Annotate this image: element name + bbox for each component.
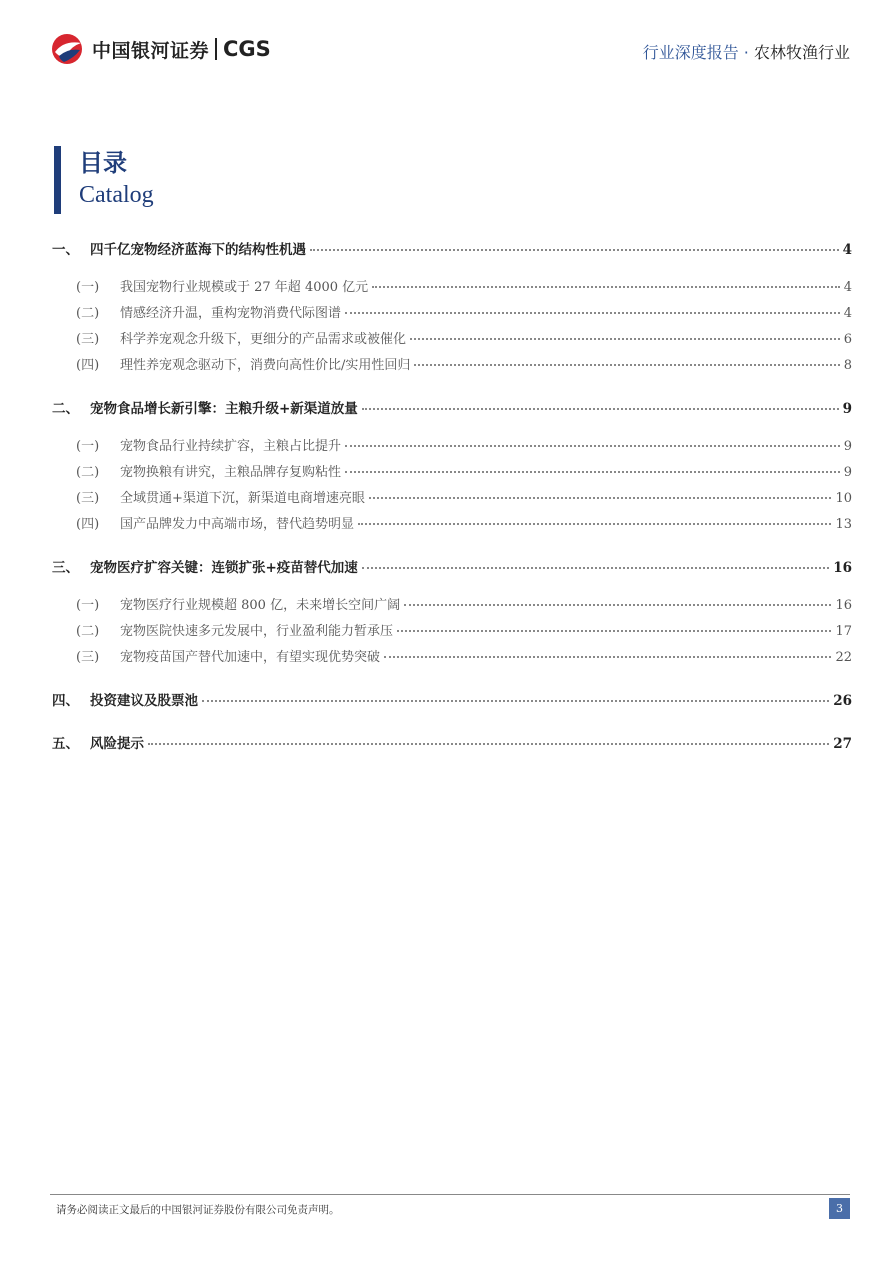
report-type-label <box>643 40 850 63</box>
toc-entry[interactable] <box>52 435 852 454</box>
toc-leader-dots <box>345 312 840 314</box>
toc-entry[interactable] <box>52 646 852 665</box>
toc-entry[interactable] <box>52 620 852 639</box>
toc-entry-number: (四) <box>76 358 100 373</box>
toc-entry-title: 宠物食品增长新引擎：主粮升级+新渠道放量 <box>90 401 358 417</box>
toc-entry[interactable] <box>52 328 852 347</box>
toc-leader-dots <box>202 700 829 702</box>
toc-leader-dots <box>345 471 840 473</box>
toc-entry-title: 理性养宠观念驱动下，消费向高性价比/实用性回归 <box>120 358 411 373</box>
logo-divider <box>215 38 217 60</box>
toc-entry-page: 4 <box>843 280 852 295</box>
toc-entry-number: (三) <box>76 650 100 665</box>
toc-entry-page: 4 <box>843 306 852 321</box>
toc-entry-number: 五、 <box>52 736 79 752</box>
toc-entry-page: 13 <box>835 517 852 532</box>
toc-entry-title: 情感经济升温，重构宠物消费代际图谱 <box>120 306 342 321</box>
toc-leader-dots <box>310 249 839 251</box>
toc-entry-page: 6 <box>843 332 852 347</box>
toc-entry-number: 二、 <box>52 401 79 417</box>
toc-entry-page: 27 <box>833 736 852 752</box>
toc-entry-page: 16 <box>835 598 852 613</box>
toc-entry[interactable] <box>52 556 852 576</box>
toc-entry-number: 三、 <box>52 560 79 576</box>
toc-entry[interactable] <box>52 461 852 480</box>
toc-leader-dots <box>397 630 831 632</box>
toc-entry[interactable] <box>52 238 852 258</box>
toc-entry-number: (四) <box>76 517 100 532</box>
toc-entry-number: (二) <box>76 465 100 480</box>
industry-name: 农林牧渔行业 <box>753 43 850 62</box>
toc-entry-title: 四千亿宠物经济蓝海下的结构性机遇 <box>90 242 306 258</box>
toc-entry-title: 风险提示 <box>90 736 144 752</box>
toc-entry-number: 一、 <box>52 242 79 258</box>
toc-entry-number: (二) <box>76 624 100 639</box>
header-separator: · <box>743 43 749 62</box>
footer-divider <box>50 1194 850 1195</box>
catalog-heading <box>54 146 154 214</box>
toc-entry[interactable] <box>52 732 852 752</box>
toc-entry[interactable] <box>52 689 852 709</box>
toc-entry-page: 22 <box>835 650 852 665</box>
toc-entry-page: 16 <box>833 560 852 576</box>
toc-entry-page: 9 <box>843 465 852 480</box>
toc-entry[interactable] <box>52 302 852 321</box>
report-type: 行业深度报告 <box>642 43 739 62</box>
footer-disclaimer: 请务必阅读正文最后的中国银河证券股份有限公司免责声明。 <box>56 1204 340 1216</box>
toc-leader-dots <box>414 364 839 366</box>
toc-entry[interactable] <box>52 276 852 295</box>
toc-leader-dots <box>410 338 840 340</box>
toc-entry-title: 科学养宠观念升级下，更细分的产品需求或被催化 <box>120 332 407 347</box>
logo-text-cn: 中国银河证券 <box>92 39 210 62</box>
toc-entry-page: 26 <box>833 693 852 709</box>
catalog-title-cn: 目录 <box>79 149 127 177</box>
toc-entry[interactable] <box>52 513 852 532</box>
toc-entry-number: (三) <box>76 491 100 506</box>
toc-entry-number: (一) <box>76 439 100 454</box>
logo-text-en: CGS <box>223 37 271 61</box>
cgs-logo <box>50 32 271 66</box>
toc-entry-title: 我国宠物行业规模或于 27 年超 4000 亿元 <box>120 280 369 295</box>
cgs-logo-icon <box>50 32 86 66</box>
page-number-badge: 3 <box>829 1198 850 1219</box>
toc-entry-page: 4 <box>842 242 852 258</box>
toc-leader-dots <box>148 743 829 745</box>
toc-entry-title: 国产品牌发力中高端市场，替代趋势明显 <box>120 517 355 532</box>
toc-leader-dots <box>362 408 839 410</box>
toc-entry-number: 四、 <box>52 693 79 709</box>
toc-entry-number: (一) <box>76 280 100 295</box>
toc-leader-dots <box>358 523 831 525</box>
toc-entry-page: 9 <box>842 401 852 417</box>
toc-leader-dots <box>362 567 829 569</box>
toc-entry[interactable] <box>52 594 852 613</box>
toc-leader-dots <box>384 656 831 658</box>
toc-entry-page: 10 <box>835 491 852 506</box>
toc-entry-title: 宠物医疗行业规模超 800 亿，未来增长空间广阔 <box>120 598 401 613</box>
toc-entry-title: 宠物换粮有讲究，主粮品牌存复购粘性 <box>120 465 342 480</box>
toc-entry-page: 9 <box>843 439 852 454</box>
toc-leader-dots <box>404 604 831 606</box>
toc-entry-title: 宠物疫苗国产替代加速中，有望实现优势突破 <box>120 650 381 665</box>
catalog-title-en: Catalog <box>79 182 154 208</box>
toc-entry-title: 宠物医院快速多元发展中，行业盈利能力暂承压 <box>120 624 394 639</box>
toc-entry-title: 宠物食品行业持续扩容，主粮占比提升 <box>120 439 342 454</box>
toc-entry-page: 17 <box>835 624 852 639</box>
toc-entry-title: 投资建议及股票池 <box>90 693 198 709</box>
toc-entry-number: (二) <box>76 306 100 321</box>
toc-leader-dots <box>369 497 832 499</box>
page-header <box>0 0 892 80</box>
toc-entry[interactable] <box>52 354 852 373</box>
toc-entry-title: 全域贯通+渠道下沉，新渠道电商增速亮眼 <box>120 491 365 506</box>
toc-entry[interactable] <box>52 487 852 506</box>
toc-entry-number: (三) <box>76 332 100 347</box>
toc-entry-title: 宠物医疗扩容关键：连锁扩张+疫苗替代加速 <box>90 560 358 576</box>
toc-entry-page: 8 <box>843 358 852 373</box>
toc-entry-number: (一) <box>76 598 100 613</box>
toc-leader-dots <box>345 445 840 447</box>
toc-leader-dots <box>372 286 840 288</box>
toc-entry[interactable] <box>52 397 852 417</box>
